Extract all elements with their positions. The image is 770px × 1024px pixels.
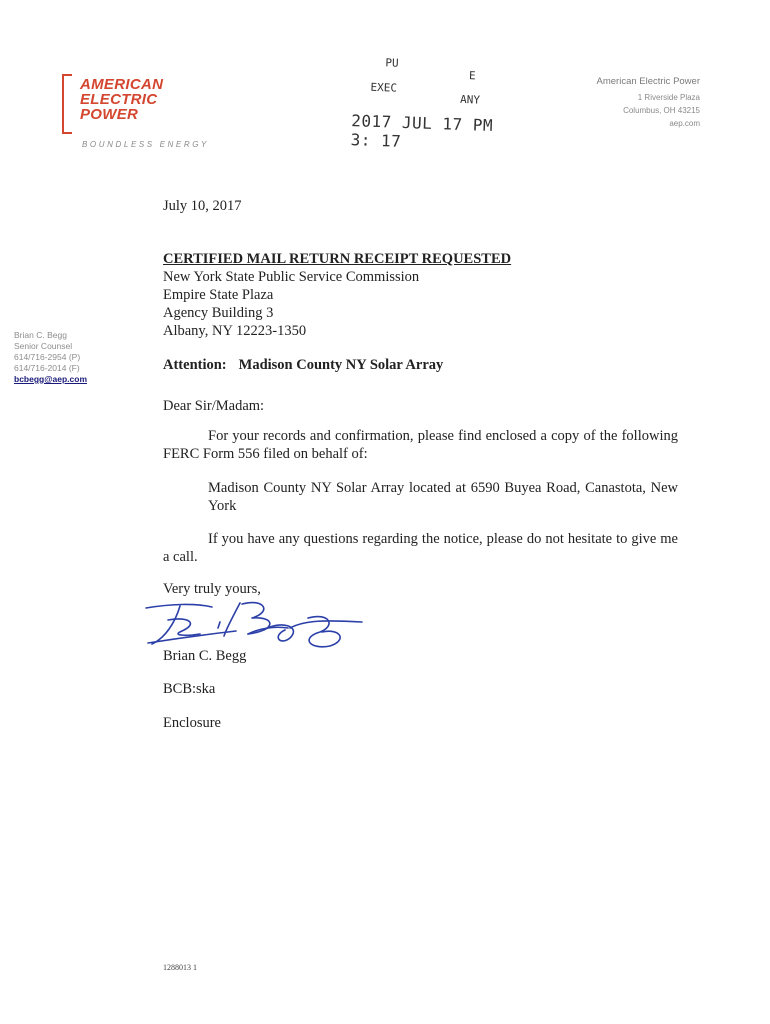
paragraph-1: For your records and confirmation, please find enclosed a copy of the following FERC Form 556 filed on behalf of: (163, 428, 678, 462)
document-number: 1288013 1 (163, 963, 197, 972)
stamp-date: 2017 JUL 17 PM 3: 17 (350, 111, 494, 151)
signer-name: Brian C. Begg (163, 648, 247, 664)
logo-wordmark (80, 77, 163, 122)
aep-logo (62, 72, 212, 152)
salutation: Dear Sir/Madam: (163, 398, 265, 414)
return-city: Columbus, OH 43215 (623, 106, 700, 115)
recipient-line: Agency Building 3 (163, 305, 274, 321)
stamp-line-1b: E (468, 69, 476, 83)
return-address (597, 75, 700, 130)
sender-sidebar (14, 330, 87, 385)
attention-label: Attention: (163, 357, 227, 373)
letter-date: July 10, 2017 (163, 198, 242, 214)
logo-line-1: AMERICAN (80, 76, 164, 93)
sender-name: Brian C. Begg (14, 330, 67, 340)
return-web: aep.com (669, 119, 700, 128)
return-company: American Electric Power (596, 76, 700, 87)
stamp-line-2a: EXEC (370, 80, 398, 95)
logo-line-2: ELECTRIC (80, 91, 158, 108)
recipient-address (163, 268, 419, 340)
received-stamp (348, 55, 521, 151)
logo-line-3: POWER (80, 106, 139, 123)
sender-phone: 614/716-2954 (P) (14, 352, 81, 362)
attention-value: Madison County NY Solar Array (238, 357, 444, 373)
stamp-line-2b: ANY (459, 92, 481, 107)
enclosure-note: Enclosure (163, 715, 221, 731)
recipient-line: Albany, NY 12223-1350 (163, 323, 307, 339)
return-street: 1 Riverside Plaza (637, 93, 700, 102)
recipient-line: Empire State Plaza (163, 287, 274, 303)
typist-initials: BCB:ska (163, 681, 216, 697)
closing: Very truly yours, (163, 581, 261, 597)
sender-title: Senior Counsel (14, 341, 73, 351)
stamp-line-1a: PU (385, 56, 399, 70)
logo-tagline: BOUNDLESS ENERGY (82, 140, 209, 149)
attention-line (163, 356, 455, 374)
logo-bracket (62, 74, 72, 134)
sender-fax: 614/716-2014 (F) (14, 363, 80, 373)
paragraph-2: Madison County NY Solar Array located at 6590 Buyea Road, Canastota, New York (208, 480, 678, 514)
sender-email-link[interactable]: bcbegg@aep.com (14, 374, 87, 384)
paragraph-3: If you have any questions regarding the notice, please do not hesitate to give me a call. (163, 531, 678, 565)
certified-mail-notice: CERTIFIED MAIL RETURN RECEIPT REQUESTED (163, 251, 512, 267)
recipient-line: New York State Public Service Commission (163, 269, 420, 285)
